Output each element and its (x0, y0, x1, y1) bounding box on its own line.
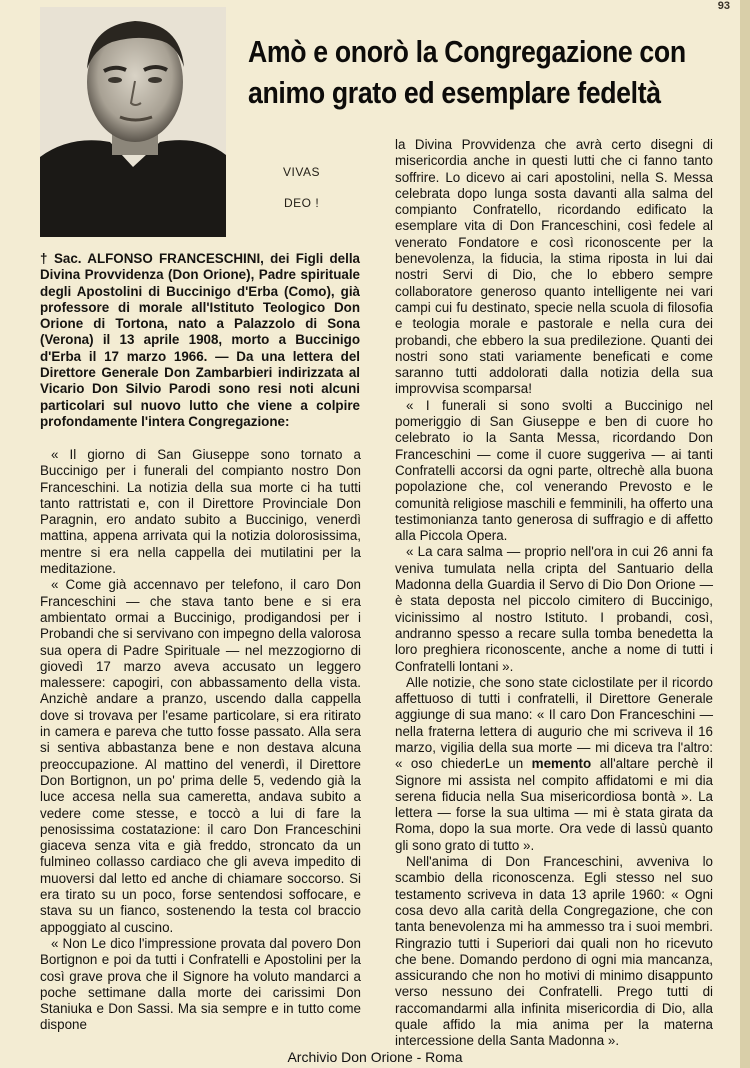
archive-footer: Archivio Don Orione - Roma (287, 1049, 463, 1065)
motto-line-2: DEO ! (284, 196, 320, 210)
right-paragraph-1: la Divina Provvidenza che avrà certo disegni di misericordia anche in questi lutti che ci fanno tanto soffrire. Lo dicevo ai cari apostolini, nella S. Messa celebrata dopo lunga sosta davanti alla salma del compianto Confratello, ricordando edificato la esemplare vita di Don Franceschini, così fedele al venerato Fondatore e così riconoscente per la benevolenza, la fiducia, la stima riposta in lui dai nostri Servi di Dio, che lo ebbero sempre collaboratore generoso quanto intelligente nei vari campi cui fu destinato, specie nella scuola di filosofia e teologia morale e pastorale e nella cura dei probandi, che ebbero la sua predilezione. Quanti dei nostri sono stati variamente beneficati e come saranno tutti addolorati dalla notizia della sua improvvisa scomparsa! (395, 137, 713, 397)
right-paragraph-4 (395, 675, 713, 854)
right-paragraph-3: « La cara salma — proprio nell'ora in cui 26 anni fa veniva tumulata nella cripta del Santuario della Madonna della Guardia il Servo di Dio Don Orione — è stata deposta nel piccolo cimitero di Buccinigo, vicinissimo al nostro Istituto. I probandi, così, andranno spesso a recare sulla tomba benedetta la loro preghiera riconoscente, anche a nome di tutti i Confratelli lontani ». (395, 544, 713, 674)
article-headline (248, 31, 686, 113)
motto-line-1: VIVAS (283, 165, 320, 179)
right-column (395, 137, 713, 1050)
lead-text: Sac. ALFONSO FRANCESCHINI, dei Figli della Divina Provvidenza (Don Orione), Padre spirituale degli Apostolini di Buccinigo d'Erba (Como), già professore di morale all'Istituto Teologico Don Orione di Tortona, nato a Palazzolo di Sona (Verona) il 13 aprile 1908, morto a Buccinigo d'Erba il 17 marzo 1966. — Da una lettera del Direttore Generale Don Zambarbieri indirizzata al Vicario Don Silvio Parodi sono resi noti alcuni particolari sul nuovo lutto che viene a colpire profondamente l'intera Congregazione: (40, 251, 361, 429)
page-edge (740, 0, 750, 1068)
cross-symbol: † (40, 251, 50, 266)
headline-line-2: animo grato ed esemplare fedeltà (248, 75, 661, 110)
right-paragraph-5: Nell'anima di Don Franceschini, avveniva lo scambio della riconoscenza. Egli stesso nel suo testamento scriveva in data 13 aprile 1960: « Ogni cosa devo alla carità della Congregazione, che con tanta benevolenza mi ha ammesso tra i suoi membri. Ringrazio tutti i Superiori dai quali non ho ricevuto che bene. Domando perdono di ogni mia mancanza, assicurando che non ho motivi di minimo disappunto verso nessuno dei Confratelli. Prego tutti di raccomandarmi alla infinita misericordia di Dio, alla quale affido la mia anima per la materna intercessione della Santa Madonna ». (395, 854, 713, 1049)
portrait-illustration (40, 7, 226, 237)
right-paragraph-4-start: Alle notizie, che sono state ciclostilate per il ricordo affettuoso di tutti i confratelli, il Direttore Generale aggiunge di sua mano: « Il caro Don Franceschini — nella fraterna lettera di augurio che mi scriveva il 16 marzo, vigilia della sua morte — mi diceva tra l'altro: « oso chiederLe un (395, 674, 713, 772)
lead-paragraph (40, 251, 360, 430)
right-paragraph-4-end: all'altare perchè il Signore mi assista nel compito affidatomi e mi dia serena fiducia nella Sua misericordiosa bontà ». La lettera — forse la sua ultima — mi è stata girata da Roma, dopo la sua morte. Ora vede di lassù quanto gli sono grato di tutto ». (395, 756, 713, 853)
left-paragraph-3: « Non Le dico l'impressione provata dal povero Don Bortignon e poi da tutti i Confratelli e Apostolini per la così grave prova che il Signore ha voluto mandarci a poche settimane dalla morte dei carissimi Don Staniuka e Don Sassi. Ma sia sempre e in tutto come dispone (40, 935, 361, 1033)
page-number: 93 (717, 0, 730, 12)
left-paragraph-1: « Il giorno di San Giuseppe sono tornato a Buccinigo per i funerali del compianto nostro Don Franceschini. La notizia della sua morte ci ha tutti tanto rattristati e, con il Direttore Provinciale Don Paragnin, ero andato subito a Buccinigo, venerdì mattina, appena arrivata qui la notizia dolorosissima, mentre si era nella cappella dei mutilatini per la meditazione. (40, 447, 361, 577)
portrait-photo (40, 7, 226, 237)
right-paragraph-2: « I funerali si sono svolti a Buccinigo nel pomeriggio di San Giuseppe e ben di cuore ho celebrato io la Santa Messa, ricordando Don Franceschini — come il cuore suggeriva — ai tanti Confratelli accorsi da ogni parte, oltrechè alla buona popolazione che, col venerando Prevosto e le comunità religiose maschili e femminili, ha offerto una testimonianza tanto generosa di suffragio e di affetto alla Piccola Opera. (395, 397, 713, 544)
memento-word: memento (531, 756, 592, 772)
headline-line-1: Amò e onorò la Congregazione con (248, 34, 686, 69)
left-column (40, 447, 361, 1034)
left-paragraph-2: « Come già accennavo per telefono, il caro Don Franceschini — che stava tanto bene e si era ambientato ormai a Buccinigo, prodigandosi per i Probandi che si servivano con impegno della valorosa sua opera di Padre Spirituale — nel mezzogiorno di giovedì 17 marzo aveva accusato un leggero malessere: capogiri, con abbassamento della vista. Anzichè andare a pranzo, uscendo dalla cappella dove si trovava per l'esame particolare, si era ritirato in camera e pareva che tutto fosse passato. Alla sera si sentiva abbastanza bene e non destava alcuna preoccupazione. Al mattino del venerdì, il Direttore Don Bortignon, un po' prima delle 5, vedendo già la luce accesa nella sua cameretta, andava subito a vedere come stesse, e toccò a lui di fare la penosissima costatazione: il caro Don Franceschini giaceva senza vita e già freddo, stroncato da un fulmineo collasso cardiaco che gli aveva impedito di muoversi dal letto ed anche di chiamare soccorso. Si era tirato su un poco, forse sentendosi soffocare, e stava su un fianco, sostenendo la testa col braccio appoggiato al cuscino. (40, 577, 361, 935)
